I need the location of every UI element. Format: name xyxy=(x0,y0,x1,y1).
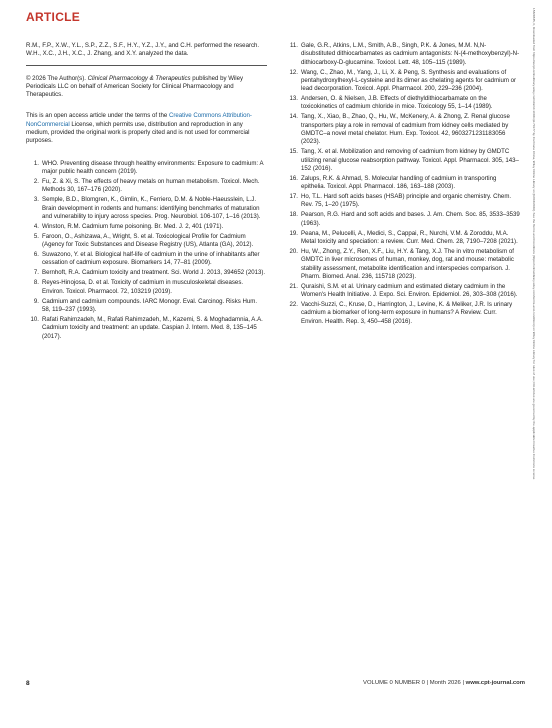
reference-text: Fu, Z. & Xi, S. The effects of heavy metals on human metabolism. Toxicol. Mech. Methods 30, 167–176 (2020). xyxy=(42,177,260,194)
reference-item xyxy=(287,42,520,67)
reference-text: Hu, W., Zhong, Z.Y., Ren, X.F., Liu, H.Y. & Tang, X.J. The in vitro metabolism of GMDTC in liver microsomes of human, monkey, dog, rat and mouse: metabolic stability assessment, metabolite identification and interspecies comparison. J. Pharm. Biomed. Anal. 236, 115718 (2023). xyxy=(301,248,514,280)
reference-text: WHO. Preventing disease through healthy environments: Exposure to cadmium: A major public health concern (2019). xyxy=(42,159,264,175)
reference-number: 16. xyxy=(289,174,298,182)
reference-item xyxy=(26,160,267,177)
reference-item xyxy=(287,230,520,247)
reference-list-right xyxy=(287,42,520,326)
reference-item xyxy=(287,148,520,173)
reference-number: 15. xyxy=(289,148,298,156)
reference-number: 21. xyxy=(289,282,298,290)
reference-item xyxy=(26,233,267,250)
reference-text: Rafati Rahimzadeh, M., Rafati Rahimzadeh, M., Kazemi, S. & Moghadamnia, A.A. Cadmium toxicity and treatment: an update. Caspian J. Intern. Med. 8, 135–145 (2017). xyxy=(42,315,263,340)
reference-text: Vacchi-Suzzi, C., Kruse, D., Harrington, J., Levine, K. & Meliker, J.R. Is urinary cadmium a biomarker of long-term exposure in humans? A Review. Curr. Environ. Health. Rep. 3, 450–458 (2016). xyxy=(301,301,513,325)
page-number: 8 xyxy=(26,680,30,687)
reference-number: 11. xyxy=(289,42,298,49)
reference-text: Peana, M., Pelucelli, A., Medici, S., Cappai, R., Nurchi, V.M. & Zoroddu, M.A. Metal toxicity and speciation: a review. Curr. Med. Chem. 28, 7190–7208 (2021). xyxy=(301,229,518,246)
license-notice xyxy=(26,112,267,145)
reference-item xyxy=(26,178,267,195)
reference-item xyxy=(287,193,520,210)
left-column xyxy=(26,42,267,342)
reference-item xyxy=(26,223,267,231)
reference-item xyxy=(287,113,520,146)
reference-number: 5. xyxy=(33,232,39,240)
reference-item xyxy=(287,301,520,326)
license-suffix: License, which permits use, distribution and reproduction in any medium, provided the original work is properly cited and is not used for commercial purposes. xyxy=(26,120,250,145)
copyright-prefix: © 2026 The Author(s). xyxy=(26,74,88,82)
reference-text: Ho, T.L. Hard soft acids bases (HSAB) principle and organic chemistry. Chem. Rev. 75, 1–20 (1975). xyxy=(301,193,512,209)
reference-number: 1. xyxy=(33,159,39,167)
reference-text: Bernhoft, R.A. Cadmium toxicity and treatment. Sci. World J. 2013, 394652 (2013). xyxy=(42,269,266,277)
download-notice-sidebar: 15326535, 0, Downloaded from https://ascpt.onlinelibrary.wiley.com/doi/10.1002/cpt.70177 by Cochrane China, Wiley Online Library on [02/04/2026]. See the Terms and Conditions (https://onlinelibrary.wiley.com/terms-and-conditions) on Wiley Online Library for rules of use; OA articles are governed by the applicable Creative Commons License xyxy=(532,8,536,480)
license-prefix: This is an open access article under the terms of the xyxy=(26,112,169,120)
reference-item xyxy=(26,279,267,296)
reference-text: Tang, X. et al. Mobilization and removing of cadmium from kidney by GMDTC utilizing renal glucose reabsorption pathway. Toxicol. Appl. Pharmacol. 305, 143–152 (2016). xyxy=(301,148,519,172)
reference-text: Wang, C., Zhao, M., Yang, J., Li, X. & Peng, S. Synthesis and evaluations of pentahydroxylhexyl-L-cysteine and its dimer as chelating agents for cadmium or lead decorporation. Toxicol. Appl. Pharmacol. 200, 229–236 (2004). xyxy=(301,68,517,93)
reference-number: 14. xyxy=(289,113,298,121)
reference-text: Pearson, R.G. Hard and soft acids and bases. J. Am. Chem. Soc. 85, 3533–3539 (1963). xyxy=(301,211,520,227)
reference-number: 10. xyxy=(30,315,39,323)
section-header: ARTICLE xyxy=(26,10,81,24)
reference-text: Reyes-Hinojosa, D. et al. Toxicity of cadmium in musculoskeletal diseases. Environ. Toxicol. Pharmacol. 72, 103219 (2019). xyxy=(42,279,244,295)
author-contributions: R.M., F.P., X.W., Y.L., S.P., Z.Z., S.F., H.Y., Y.Z., J.Y., and C.H. performed the research. W.H., X.C., J.H., X.C., J. Zhang, and X.Y. analyzed the data. xyxy=(26,42,260,58)
journal-name: Clinical Pharmacology & Therapeutics xyxy=(87,74,191,82)
reference-item xyxy=(287,175,520,192)
reference-text: Andersen, O. & Nielsen, J.B. Effects of diethyldithiocarbamate on the toxicokinetics of cadmium chloride in mice. Toxicology 55, 1–14 (1989). xyxy=(301,95,493,111)
reference-text: Winston, R.M. Cadmium fume poisoning. Br. Med. J. 2, 401 (1971). xyxy=(42,222,224,230)
reference-text: Suwazono, Y. et al. Biological half-life of cadmium in the urine of inhabitants after cessation of cadmium exposure. Biomarkers 14, 77–81 (2009). xyxy=(42,251,260,267)
reference-item xyxy=(26,251,267,268)
right-column xyxy=(287,42,520,328)
reference-number: 12. xyxy=(289,68,298,76)
reference-item xyxy=(26,196,267,221)
reference-list-left xyxy=(26,160,267,341)
reference-item xyxy=(26,298,267,315)
issue-info: VOLUME 0 NUMBER 0 | Month 2026 | xyxy=(363,680,466,686)
license-link[interactable]: Creative Commons Attribution-NonCommercial xyxy=(26,112,252,128)
reference-item xyxy=(287,69,520,94)
journal-url-link[interactable]: www.cpt-journal.com xyxy=(465,680,525,686)
reference-number: 20. xyxy=(289,248,298,256)
reference-text: Zalups, R.K. & Ahmad, S. Molecular handling of cadmium in transporting epithelia. Toxicol. Appl. Pharmacol. 186, 163–188 (2003). xyxy=(301,174,497,191)
reference-number: 8. xyxy=(33,279,39,287)
reference-text: Gale, G.R., Atkins, L.M., Smith, A.B., Singh, P.K. & Jones, M.M. N,N-disubstituted dithiocarbamates as cadmium antagonists: N-(4-methoxybenzyl)-N-dithiocarboxy-D-glucamine. Toxicol. Lett. 48, 105–115 (1989). xyxy=(301,42,520,66)
footer-issue xyxy=(363,680,525,686)
reference-number: 2. xyxy=(33,177,39,185)
reference-number: 7. xyxy=(33,269,39,277)
reference-item xyxy=(287,95,520,112)
reference-item xyxy=(287,248,520,281)
reference-item xyxy=(287,211,520,228)
reference-number: 6. xyxy=(33,251,39,259)
reference-item xyxy=(26,316,267,341)
reference-item xyxy=(287,283,520,300)
reference-text: Semple, B.D., Blomgren, K., Gimlin, K., Ferriero, D.M. & Noble-Haeusslein, L.J. Brain development in rodents and humans: identifying benchmarks of maturation and vulnerability to injury across species. Prog. Neurobiol. 106-107, 1–16 (2013). xyxy=(42,196,261,220)
reference-text: Cadmium and cadmium compounds. IARC Monogr. Eval. Carcinog. Risks Hum. 58, 119–237 (1993). xyxy=(42,297,258,313)
copyright-suffix: published by Wiley Periodicals LLC on behalf of American Society for Clinical Pharmacology and Therapeutics. xyxy=(26,74,244,99)
reference-number: 22. xyxy=(289,301,298,309)
reference-number: 19. xyxy=(289,229,298,237)
reference-number: 3. xyxy=(33,196,39,204)
reference-text: Quraishi, S.M. et al. Urinary cadmium and estimated dietary cadmium in the Women's Health Initiative. J. Expo. Sci. Environ. Epidemiol. 26, 303–308 (2016). xyxy=(301,282,518,299)
reference-number: 13. xyxy=(289,95,298,103)
reference-number: 18. xyxy=(289,211,298,219)
divider xyxy=(26,65,267,66)
reference-text: Tang, X., Xiao, B., Zhao, Q., Hu, W., McKenery, A. & Zhong, Z. Renal glucose transporters play a role in removal of cadmium from kidney cells mediated by GMDTC–a novel metal chelator. Hum. Exp. Toxicol. 42, 9603271231183056 (2023). xyxy=(301,113,510,146)
reference-number: 9. xyxy=(33,297,39,305)
reference-number: 4. xyxy=(33,222,39,230)
reference-item xyxy=(26,269,267,277)
copyright-notice xyxy=(26,75,267,100)
reference-number: 17. xyxy=(289,193,298,201)
reference-text: Faroon, O., Ashizawa, A., Wright, S. et al. Toxicological Profile for Cadmium (Agency for Toxic Substances and Disease Registry (US), Atlanta (GA), 2012). xyxy=(42,232,254,249)
